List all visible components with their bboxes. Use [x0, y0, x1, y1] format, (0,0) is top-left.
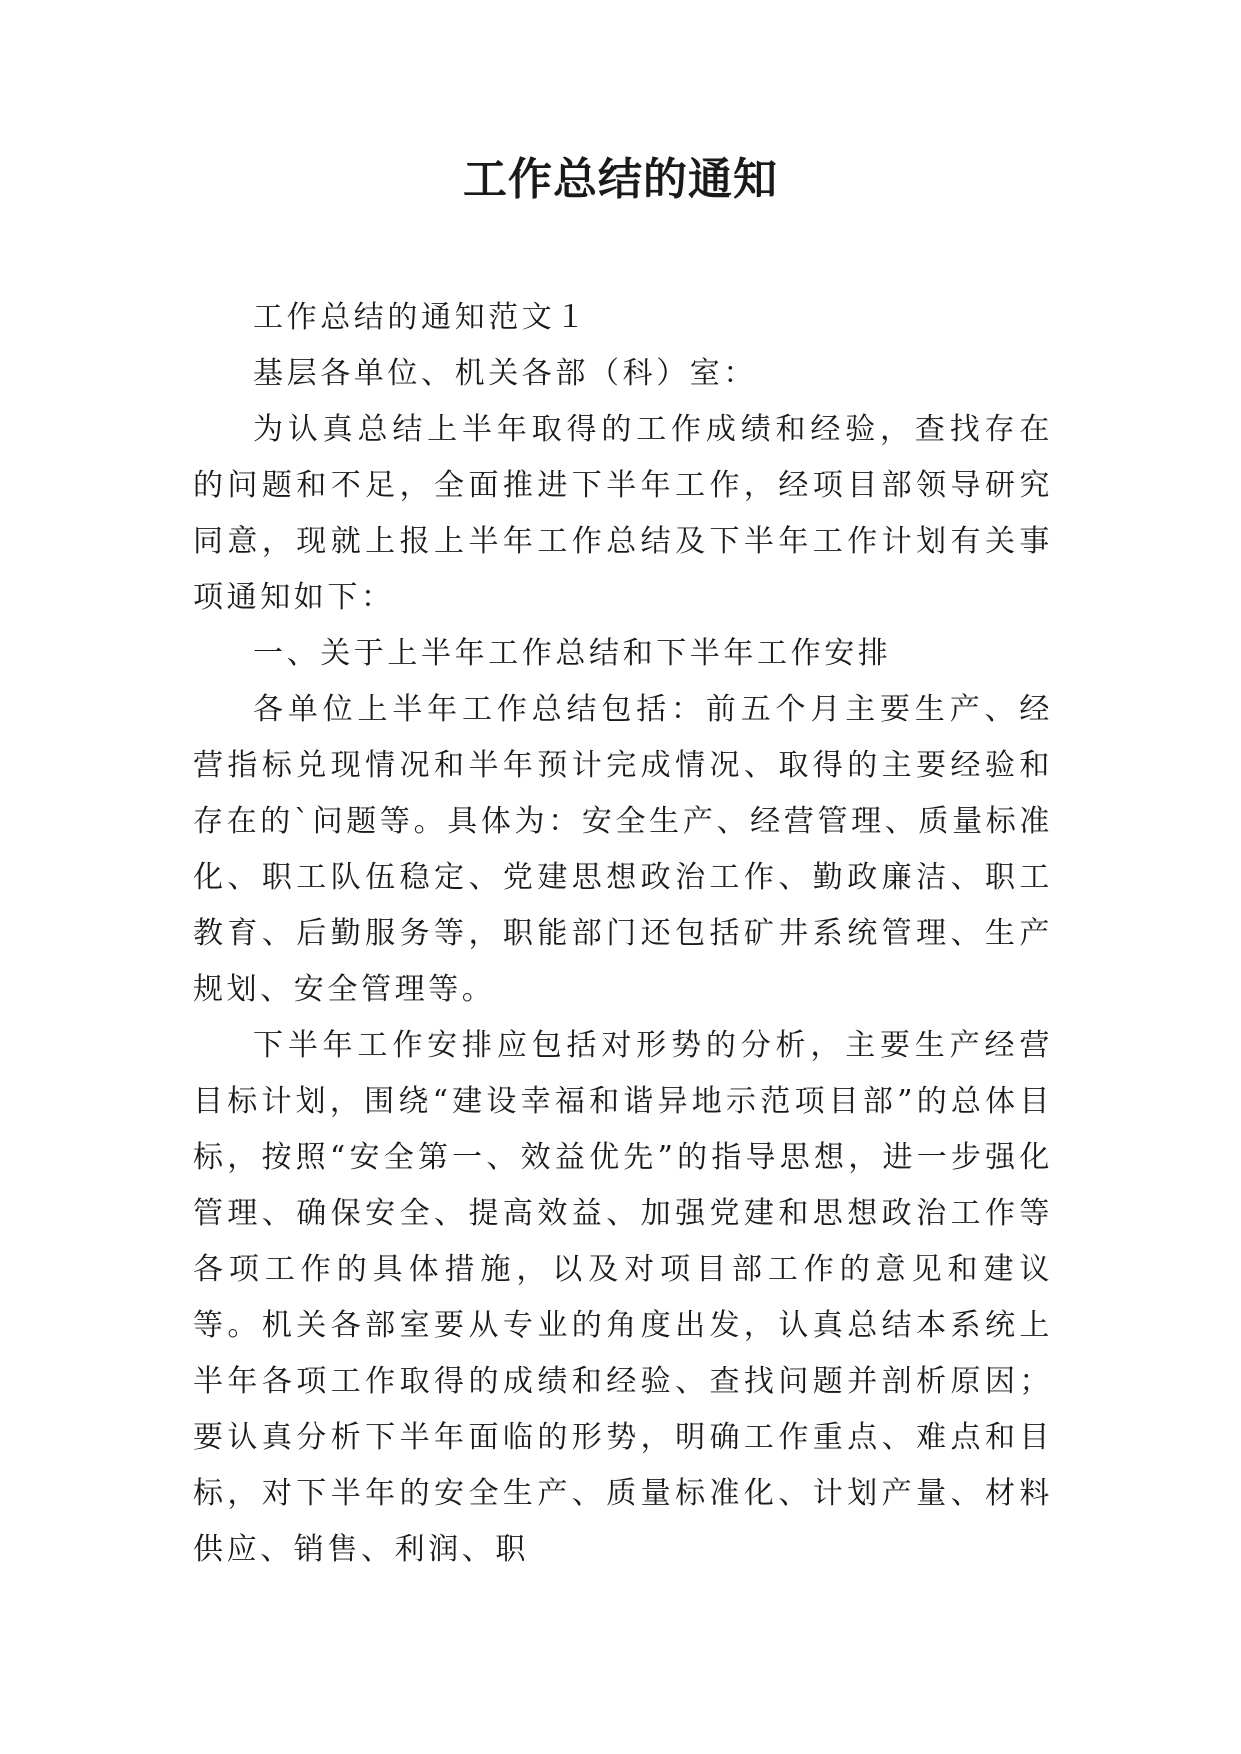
- paragraph-salutation: 基层各单位、机关各部（科）室：: [253, 356, 757, 391]
- paragraph-intro: 为认真总结上半年取得的工作成绩和经验，查找存在的问题和不足，全面推进下半年工作，经项目部领导研究同意，现就上报上半年工作总结及下半年工作计划有关事项通知如下：: [193, 412, 1053, 615]
- paragraph-first-half-summary: 各单位上半年工作总结包括：前五个月主要生产、经营指标兑现情况和半年预计完成情况、取得的主要经验和存在的`问题等。具体为：安全生产、经营管理、质量标准化、职工队伍稳定、党建思想政治工作、勤政廉洁、职工教育、后勤服务等，职能部门还包括矿井系统管理、生产规划、安全管理等。: [193, 692, 1053, 1007]
- document-body: [193, 290, 1053, 1578]
- paragraph-second-half-plan: 下半年工作安排应包括对形势的分析，主要生产经营目标计划，围绕“建设幸福和谐异地示范项目部”的总体目标，按照“安全第一、效益优先”的指导思想，进一步强化管理、确保安全、提高效益、加强党建和思想政治工作等各项工作的具体措施，以及对项目部工作的意见和建议等。机关各部室要从专业的角度出发，认真总结本系统上半年各项工作取得的成绩和经验、查找问题并剖析原因；要认真分析下半年面临的形势，明确工作重点、难点和目标，对下半年的安全生产、质量标准化、计划产量、材料供应、销售、利润、职: [193, 1028, 1053, 1567]
- paragraph-section-heading: 一、关于上半年工作总结和下半年工作安排: [253, 636, 892, 671]
- document-title: 工作总结的通知: [463, 154, 778, 205]
- paragraph-sample-heading: 工作总结的通知范文１: [253, 300, 589, 335]
